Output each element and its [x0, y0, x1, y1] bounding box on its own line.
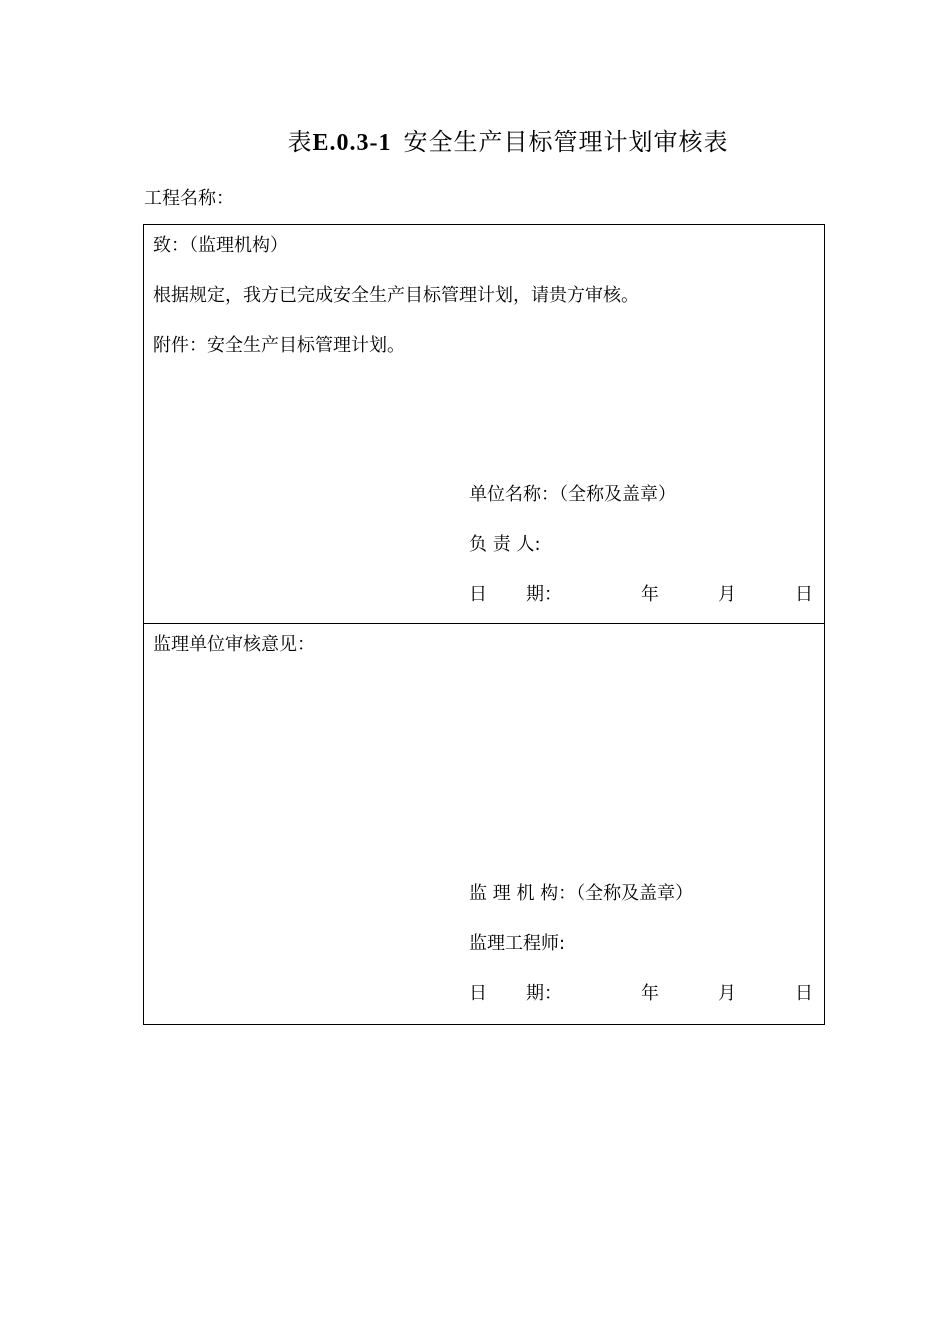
- review-year-label: 年: [641, 983, 659, 1004]
- document-title: [0, 122, 950, 157]
- responsible-person-label: 负 责 人:: [469, 534, 541, 555]
- title-text: 安全生产目标管理计划审核表: [403, 128, 729, 156]
- review-month-label: 月: [718, 983, 736, 1004]
- statement-line: 根据规定，我方已完成安全生产目标管理计划，请贵方审核。: [153, 285, 639, 306]
- project-name-label: 工程名称：: [144, 188, 234, 209]
- supervision-agency-label: 监 理 机 构：（全称及盖章）: [469, 883, 694, 904]
- review-day-label: 日: [795, 983, 813, 1004]
- review-opinion-label: 监理单位审核意见：: [153, 634, 315, 655]
- day-label: 日: [795, 584, 813, 605]
- supervising-engineer-label: 监理工程师:: [469, 933, 566, 954]
- title-code: E.0.3-1: [312, 130, 392, 156]
- title-prefix: 表: [287, 128, 313, 156]
- year-label: 年: [641, 584, 659, 605]
- review-date-label-ri: 日: [469, 983, 487, 1004]
- section-divider: [143, 623, 825, 624]
- date-label-qi: 期：: [526, 584, 562, 605]
- review-date-label-qi: 期：: [526, 983, 562, 1004]
- date-label-ri: 日: [469, 584, 487, 605]
- month-label: 月: [718, 584, 736, 605]
- attachment-line: 附件：安全生产目标管理计划。: [153, 335, 405, 356]
- recipient-line: 致：（监理机构）: [153, 235, 288, 256]
- unit-name-label: 单位名称：（全称及盖章）: [469, 484, 676, 505]
